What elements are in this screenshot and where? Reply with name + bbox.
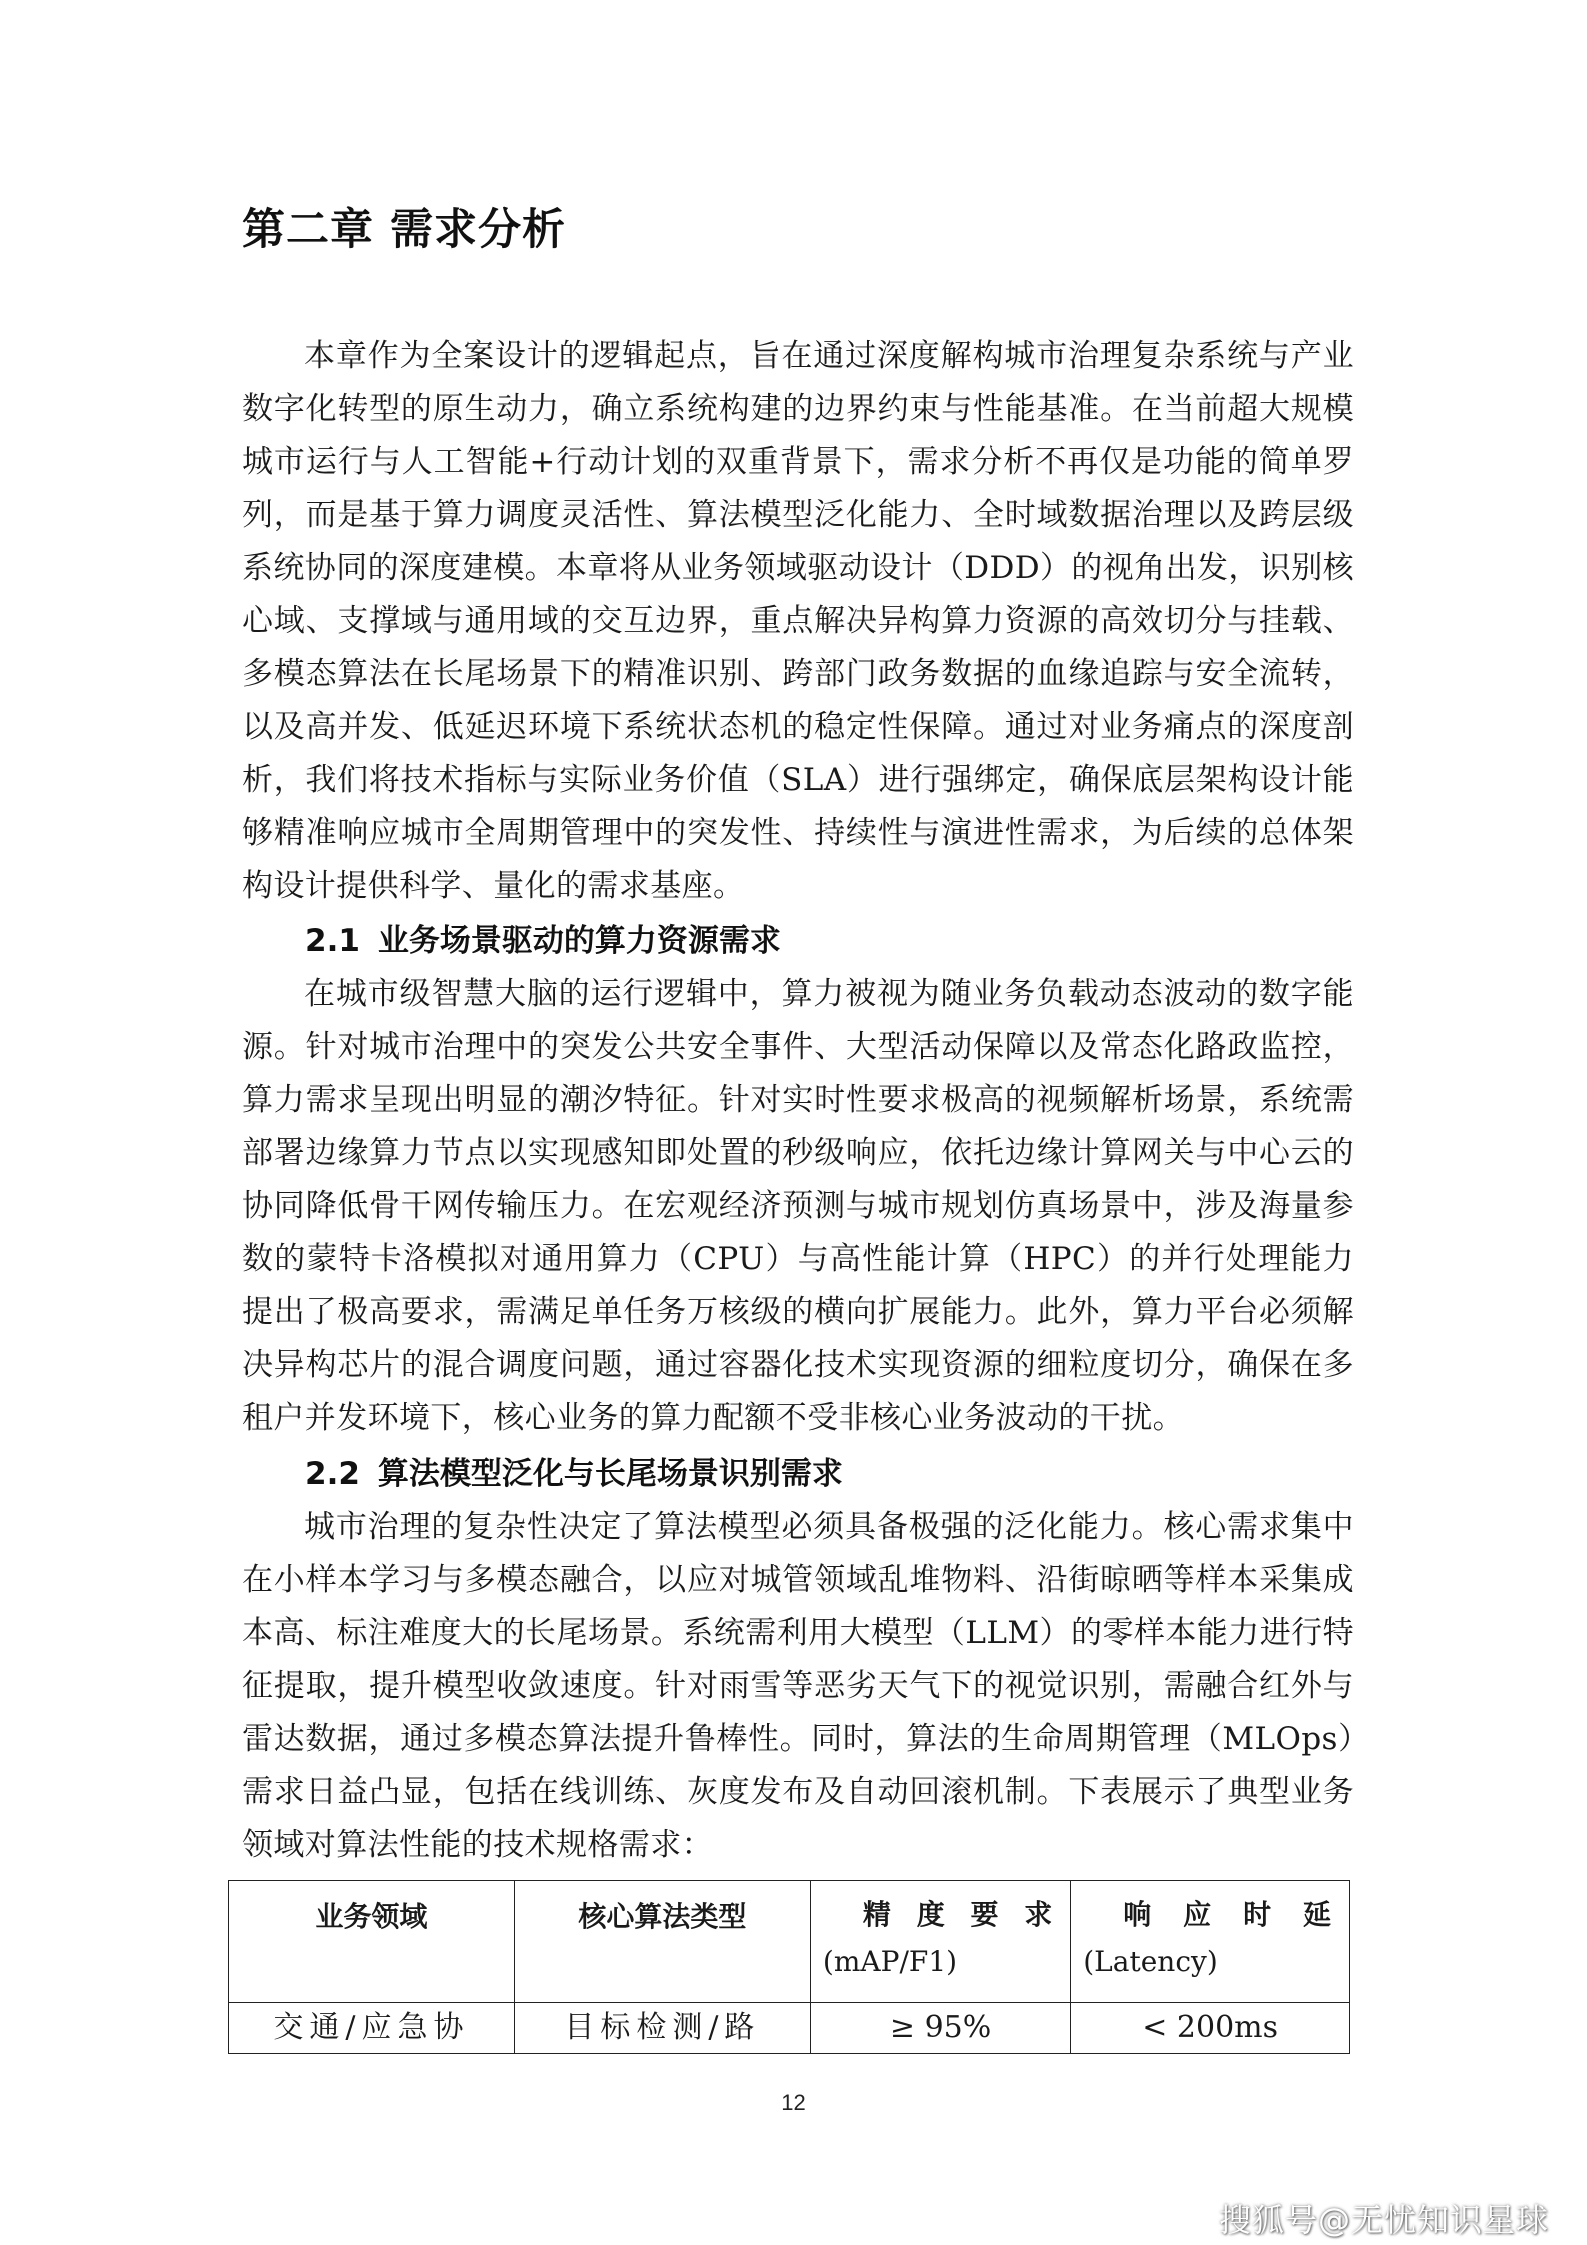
- header-latency: [1071, 1881, 1350, 2003]
- header-latency-label: 响应时延: [1123, 1898, 1337, 1931]
- header-accuracy: [810, 1881, 1070, 2003]
- section-title: 算法模型泛化与长尾场景识别需求: [377, 1456, 843, 1492]
- header-latency-unit: (Latency): [1083, 1945, 1218, 1978]
- header-domain: 业务领域: [229, 1881, 515, 2003]
- algorithm-spec-table: [228, 1880, 1350, 2054]
- section-title: 业务场景驱动的算力资源需求: [377, 923, 781, 959]
- intro-paragraph: 本章作为全案设计的逻辑起点，旨在通过深度解构城市治理复杂系统与产业数字化转型的原生动力，确立系统构建的边界约束与性能基准。在当前超大规模城市运行与人工智能+行动计划的双重背景下，需求分析不再仅是功能的简单罗列，而是基于算力调度灵活性、算法模型泛化能力、全时域数据治理以及跨层级系统协同的深度建模。本章将从业务领域驱动设计（DDD）的视角出发，识别核心域、支撑域与通用域的交互边界，重点解决异构算力资源的高效切分与挂载、多模态算法在长尾场景下的精准识别、跨部门政务数据的血缘追踪与安全流转，以及高并发、低延迟环境下系统状态机的稳定性保障。通过对业务痛点的深度剖析，我们将技术指标与实际业务价值（SLA）进行强绑定，确保底层架构设计能够精准响应城市全周期管理中的突发性、持续性与演进性需求，为后续的总体架构设计提供科学、量化的需求基座。: [242, 338, 1354, 904]
- watermark-text: 搜狐号@无忧知识星球: [1218, 2201, 1549, 2239]
- cell-accuracy: ≥ 95%: [810, 2003, 1070, 2054]
- cell-domain: 交通/应急协: [229, 2003, 515, 2054]
- table-header-row: [229, 1881, 1350, 2003]
- section-2-2-paragraph: 城市治理的复杂性决定了算法模型必须具备极强的泛化能力。核心需求集中在小样本学习与多模态融合，以应对城管领域乱堆物料、沿街晾晒等样本采集成本高、标注难度大的长尾场景。系统需利用大模型（LLM）的零样本能力进行特征提取，提升模型收敛速度。针对雨雪等恶劣天气下的视觉识别，需融合红外与雷达数据，通过多模态算法提升鲁棒性。同时，算法的生命周期管理（MLOps）需求日益凸显，包括在线训练、灰度发布及自动回滚机制。下表展示了典型业务领域对算法性能的技术规格需求：: [242, 1509, 1354, 1863]
- header-algorithm: 核心算法类型: [514, 1881, 810, 2003]
- page-number: 12: [781, 2090, 806, 2115]
- section-number: 2.1: [305, 923, 360, 959]
- header-accuracy-unit: (mAP/F1): [822, 1945, 958, 1978]
- section-number: 2.2: [305, 1456, 360, 1492]
- table-row: [229, 2003, 1350, 2054]
- section-2-1-paragraph: 在城市级智慧大脑的运行逻辑中，算力被视为随业务负载动态波动的数字能源。针对城市治理中的突发公共安全事件、大型活动保障以及常态化路政监控，算力需求呈现出明显的潮汐特征。针对实时性要求极高的视频解析场景，系统需部署边缘算力节点以实现感知即处置的秒级响应，依托边缘计算网关与中心云的协同降低骨干网传输压力。在宏观经济预测与城市规划仿真场景中，涉及海量参数的蒙特卡洛模拟对通用算力（CPU）与高性能计算（HPC）的并行处理能力提出了极高要求，需满足单任务万核级的横向扩展能力。此外，算力平台必须解决异构芯片的混合调度问题，通过容器化技术实现资源的细粒度切分，确保在多租户并发环境下，核心业务的算力配额不受非核心业务波动的干扰。: [242, 976, 1354, 1436]
- cell-algorithm: 目标检测/路: [514, 2003, 810, 2054]
- cell-latency: < 200ms: [1071, 2003, 1350, 2054]
- chapter-title: 第二章 需求分析: [242, 205, 566, 255]
- section-2-2-heading: [305, 1448, 843, 1501]
- header-accuracy-label: 精度要求: [862, 1898, 1059, 1931]
- section-2-1-heading: [305, 915, 781, 968]
